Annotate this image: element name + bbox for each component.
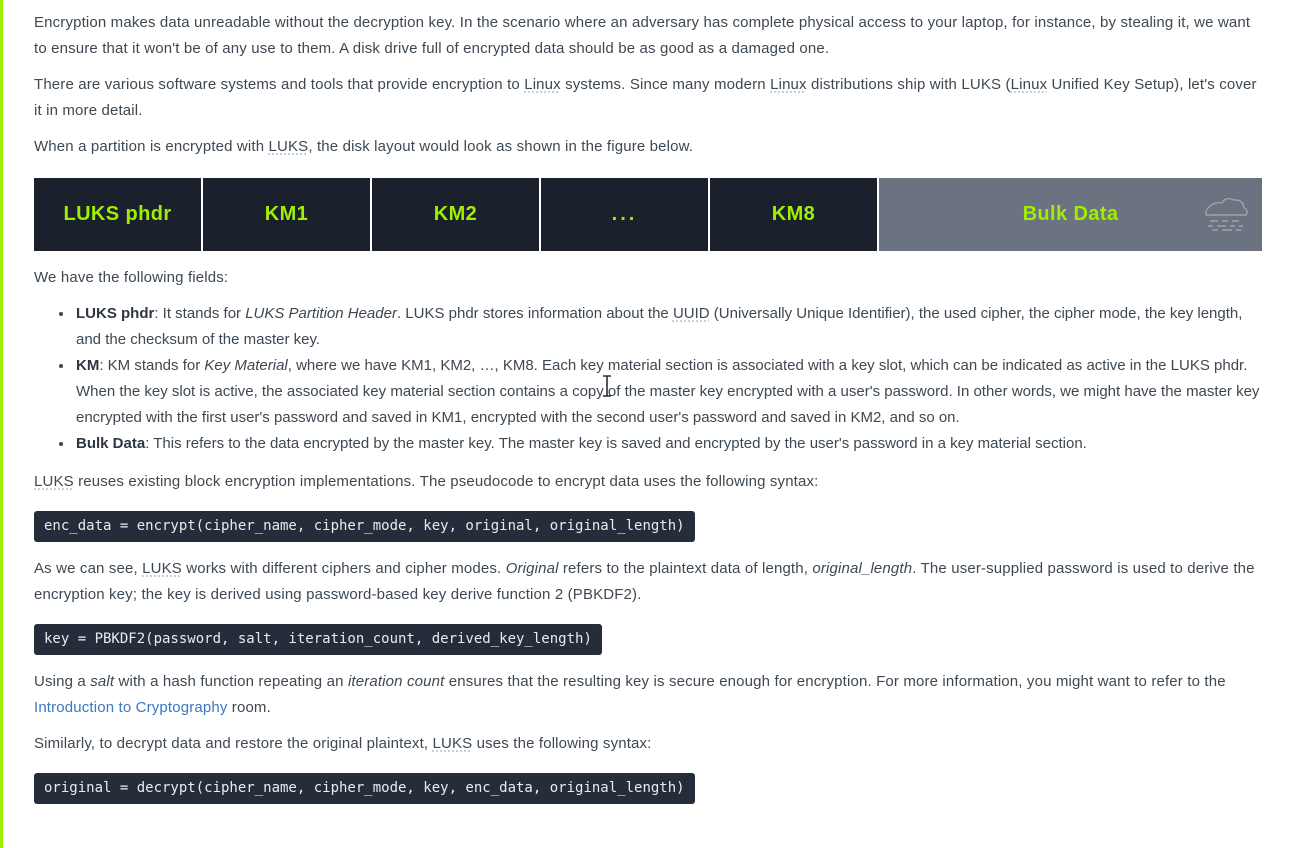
- emphasis-original-length: original_length: [812, 560, 913, 577]
- field-term-km: KM: [76, 357, 100, 374]
- figure-cell-km2: KM2: [372, 178, 541, 251]
- scribble-decoration-icon: [1202, 197, 1248, 233]
- figure-cell-km1: KM1: [203, 178, 372, 251]
- field-emphasis: Key Material: [204, 357, 288, 374]
- spellcheck-word-linux: Linux: [1010, 76, 1048, 93]
- text-fragment: works with different ciphers and cipher modes.: [181, 560, 506, 577]
- text-fragment: distributions ship with LUKS (: [806, 76, 1011, 93]
- spellcheck-word-uuid: UUID: [672, 305, 710, 322]
- text-fragment: Similarly, to decrypt data and restore the original plaintext,: [34, 735, 433, 752]
- field-emphasis: LUKS Partition Header: [245, 305, 397, 322]
- text-fragment: : It stands for: [154, 305, 246, 322]
- figure-cell-ellipsis: ...: [541, 178, 710, 251]
- figure-cell-km8: KM8: [710, 178, 879, 251]
- text-fragment: reuses existing block encryption implementations. The pseudocode to encrypt data uses the following syntax:: [73, 473, 819, 490]
- article-content: [34, 0, 1262, 818]
- text-fragment: : KM stands for: [99, 357, 205, 374]
- text-fragment: As we can see,: [34, 560, 143, 577]
- text-fragment: systems. Since many modern: [560, 76, 771, 93]
- code-block-decrypt: original = decrypt(cipher_name, cipher_mode, key, enc_data, original_length): [34, 773, 695, 804]
- field-term-bulk-data: Bulk Data: [76, 435, 146, 452]
- list-item: [74, 353, 1262, 431]
- field-term-luks-phdr: LUKS phdr: [76, 305, 155, 322]
- luks-disk-layout-figure: [34, 178, 1262, 251]
- spellcheck-word-linux: Linux: [770, 76, 807, 93]
- text-fragment: When a partition is encrypted with: [34, 138, 269, 155]
- list-item: [74, 431, 1262, 457]
- luks-fields-list: [34, 301, 1262, 457]
- code-block-kdf-wrapper: [34, 618, 1262, 669]
- code-block-encrypt-wrapper: [34, 505, 1262, 556]
- paragraph-luks-intro: [34, 72, 1262, 124]
- paragraph-salt-explanation: [34, 669, 1262, 721]
- paragraph-cipher-explanation: [34, 556, 1262, 608]
- link-introduction-to-cryptography[interactable]: Introduction to Cryptography: [34, 699, 228, 716]
- spellcheck-word-luks: LUKS: [268, 138, 309, 155]
- paragraph-pseudocode-lead: [34, 469, 1262, 495]
- text-fragment: . LUKS phdr stores information about the: [396, 305, 673, 322]
- text-fragment: There are various software systems and tools that provide encryption to: [34, 76, 525, 93]
- text-fragment: refers to the plaintext data of length,: [558, 560, 813, 577]
- text-fragment: uses the following syntax:: [472, 735, 652, 752]
- code-block-encrypt: enc_data = encrypt(cipher_name, cipher_mode, key, original, original_length): [34, 511, 695, 542]
- list-item: [74, 301, 1262, 353]
- paragraph-encryption-intro: Encryption makes data unreadable without the decryption key. In the scenario where an adversary has complete physical access to your laptop, for instance, by stealing it, we want to ensure that it won't be of any use to them. A disk drive full of encrypted data should be as good as a damaged one.: [34, 14, 1251, 57]
- spellcheck-word-luks: LUKS: [432, 735, 473, 752]
- text-fragment: room.: [227, 699, 271, 716]
- text-fragment: : This refers to the data encrypted by the master key. The master key is saved and encrypted by the user's password in a key material section.: [145, 435, 1087, 452]
- emphasis-original: Original: [505, 560, 559, 577]
- emphasis-salt: salt: [90, 673, 115, 690]
- figure-cell-bulk-data: [879, 178, 1262, 251]
- figure-cell-luks-phdr: LUKS phdr: [34, 178, 203, 251]
- text-fragment: with a hash function repeating an: [114, 673, 348, 690]
- figure-cell-bulk-data-label: Bulk Data: [1022, 203, 1119, 225]
- text-fragment: (Universally Unique Identifier), the used cipher, the cipher mode, the key length, and the checksum of the master key.: [76, 305, 1243, 348]
- code-block-decrypt-wrapper: [34, 767, 1262, 818]
- text-fragment: ensures that the resulting key is secure enough for encryption. For more information, you might want to refer to the: [444, 673, 1226, 690]
- text-fragment: Using a: [34, 673, 91, 690]
- spellcheck-word-luks: LUKS: [34, 473, 74, 490]
- paragraph-decrypt-lead: [34, 731, 1262, 757]
- text-fragment: Unified Key Setup), let's cover it in more detail.: [34, 76, 1257, 119]
- code-block-pbkdf2: key = PBKDF2(password, salt, iteration_count, derived_key_length): [34, 624, 602, 655]
- emphasis-iteration-count: iteration count: [347, 673, 445, 690]
- spellcheck-word-linux: Linux: [524, 76, 561, 93]
- text-fragment: . The user-supplied password is used to derive the encryption key; the key is derived using password-based key derive function 2 (PBKDF2).: [34, 560, 1255, 603]
- spellcheck-word-luks: LUKS: [142, 560, 182, 577]
- paragraph-partition-figure-lead: [34, 134, 1262, 160]
- text-fragment: , the disk layout would look as shown in the figure below.: [308, 138, 694, 155]
- accent-rail: [0, 0, 3, 848]
- text-fragment: , where we have KM1, KM2, …, KM8. Each key material section is associated with a key slot, which can be indicated as active in the LUKS phdr. When the key slot is active, the associated key material section contains a copy of the master key encrypted with a user's password. In other words, we might have the master key encrypted with the first user's password and saved in KM1, encrypted with the second user's password and saved in KM2, and so on.: [76, 357, 1260, 426]
- paragraph-fields-lead: We have the following fields:: [34, 269, 229, 286]
